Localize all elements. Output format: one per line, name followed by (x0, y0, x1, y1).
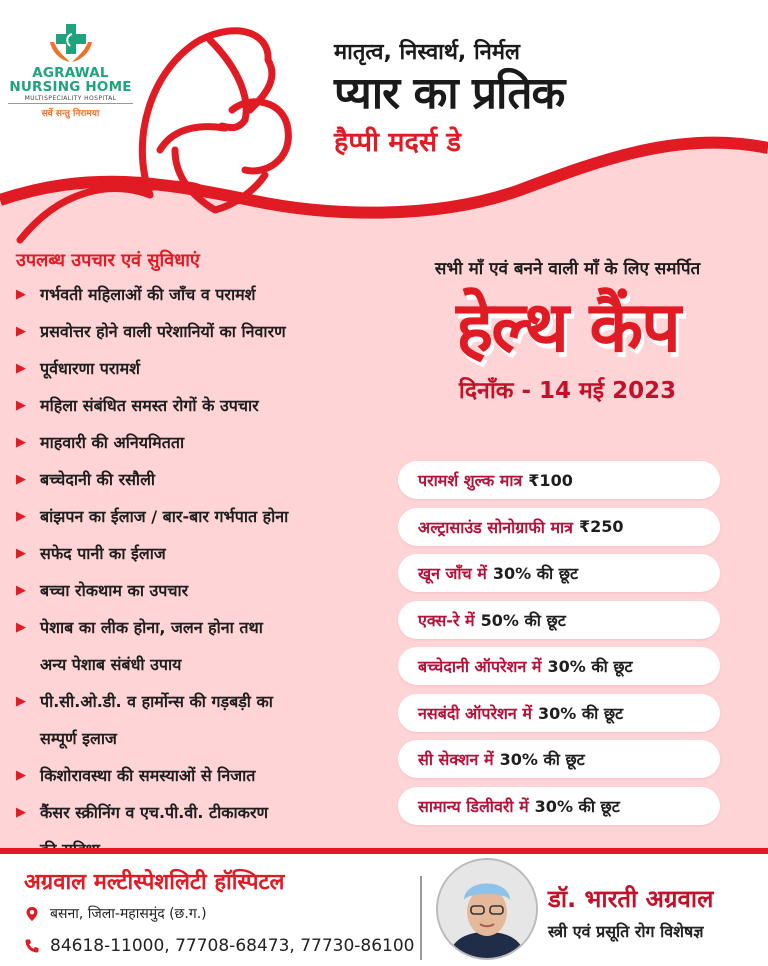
service-item: ▶ पेशाब का लीक होना, जलन होना तथा अन्य पेशाब संबंधी उपाय (16, 609, 371, 683)
doctor-photo (438, 860, 536, 958)
location-pin-icon (24, 906, 40, 922)
bullet-triangle-icon: ▶ (16, 398, 26, 413)
bullet-triangle-icon: ▶ (16, 694, 26, 709)
offer-pill: नसबंदी ऑपरेशन में 30% की छूट (398, 694, 720, 732)
service-item: ▶ प्रसवोत्तर होने वाली परेशानियों का निवारण (16, 313, 371, 350)
offer-pill: एक्स-रे में 50% की छूट (398, 601, 720, 639)
service-item: ▶ बांझपन का ईलाज / बार-बार गर्भपात होना (16, 498, 371, 535)
logo-subtitle: MULTISPECIALITY HOSPITAL (8, 95, 133, 104)
services-list (16, 248, 371, 868)
bullet-triangle-icon: ▶ (16, 620, 26, 635)
camp-header (375, 256, 760, 405)
logo-name-line1: AGRAWAL (32, 65, 109, 81)
offer-pill: बच्चेदानी ऑपरेशन में 30% की छूट (398, 647, 720, 685)
doctor-avatar (436, 858, 538, 960)
dedication-text: सभी माँ एवं बनने वाली माँ के लिए समर्पित (434, 259, 701, 279)
sub-title: हैप्पी मदर्स डे (334, 127, 461, 158)
service-item: ▶ बच्चेदानी की रसौली (16, 461, 371, 498)
service-item: ▶ पूर्वधारणा परामर्श (16, 350, 371, 387)
bullet-triangle-icon: ▶ (16, 546, 26, 561)
bullet-triangle-icon: ▶ (16, 472, 26, 487)
bullet-triangle-icon: ▶ (16, 361, 26, 376)
service-item: ▶ पी.सी.ओ.डी. व हार्मोन्स की गड़बड़ी का सम्पूर्ण इलाज (16, 683, 371, 757)
hospital-name: अग्रवाल मल्टीस्पेशलिटी हॉस्पिटल (24, 870, 285, 895)
footer-divider (420, 876, 422, 960)
service-item: ▶ बच्चा रोकथाम का उपचार (16, 572, 371, 609)
header (334, 36, 564, 159)
bullet-triangle-icon: ▶ (16, 768, 26, 783)
service-item: ▶ किशोरावस्था की समस्याओं से निजात (16, 757, 371, 794)
phone-icon (24, 938, 40, 954)
service-item: ▶ महिला संबंधित समस्त रोगों के उपचार (16, 387, 371, 424)
footer (0, 848, 768, 966)
service-item: ▶ सफेद पानी का ईलाज (16, 535, 371, 572)
tagline: मातृत्व, निस्वार्थ, निर्मल (334, 40, 520, 65)
bullet-triangle-icon: ▶ (16, 324, 26, 339)
offer-pill: सी सेक्शन में 30% की छूट (398, 740, 720, 778)
services-title: उपलब्ध उपचार एवं सुविधाएं (16, 250, 200, 271)
hospital-logo (8, 22, 133, 119)
bullet-triangle-icon: ▶ (16, 509, 26, 524)
doctor-title: स्त्री एवं प्रसूति रोग विशेषज्ञ (548, 922, 704, 941)
doctor-name: डॉ. भारती अग्रवाल (548, 885, 714, 913)
bullet-triangle-icon: ▶ (16, 287, 26, 302)
bullet-triangle-icon: ▶ (16, 583, 26, 598)
offers-list (398, 461, 720, 833)
logo-motto: सर्वे सन्तु निरामया (41, 109, 100, 119)
offer-pill: अल्ट्रासाउंड सोनोग्राफी मात्र ₹250 (398, 508, 720, 546)
camp-title: हेल्थ कैंप (456, 286, 679, 368)
medical-cross-hands-icon (46, 22, 96, 66)
service-item: ▶ गर्भवती महिलाओं की जाँच व परामर्श (16, 276, 371, 313)
phone-numbers: 84618-11000, 77708-68473, 77730-86100 (24, 936, 415, 956)
service-item: ▶ कैंसर स्क्रीनिंग व एच.पी.वी. टीकाकरण (16, 794, 371, 868)
bullet-triangle-icon: ▶ (16, 805, 26, 820)
main-title: प्यार का प्रतिक (334, 68, 565, 119)
address: बसना, जिला-महासमुंद (छ.ग.) (24, 904, 207, 923)
offer-pill: सामान्य डिलीवरी में 30% की छूट (398, 787, 720, 825)
service-item: ▶ माहवारी की अनियमितता (16, 424, 371, 461)
logo-name-line2: NURSING HOME (9, 79, 132, 95)
offer-pill: खून जाँच में 30% की छूट (398, 554, 720, 592)
camp-date: दिनाँक - 14 मई 2023 (458, 378, 677, 404)
bullet-triangle-icon: ▶ (16, 435, 26, 450)
offer-pill: परामर्श शुल्क मात्र ₹100 (398, 461, 720, 499)
